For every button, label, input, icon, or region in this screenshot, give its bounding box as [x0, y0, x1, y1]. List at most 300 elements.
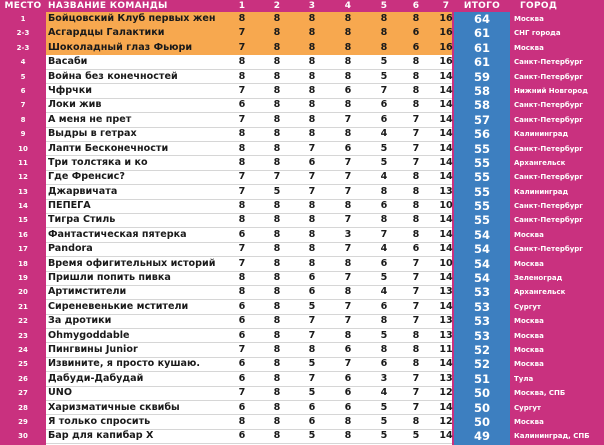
- round-4-score: 8: [344, 257, 352, 269]
- round-1-score: 8: [238, 142, 246, 154]
- total-score-cell: 61: [473, 55, 490, 70]
- table-row: [0, 113, 604, 127]
- total-score-cell: 51: [473, 371, 490, 386]
- place-cell: 30: [18, 432, 28, 441]
- total-score-cell: 55: [473, 199, 490, 214]
- round-6-score: 8: [412, 171, 420, 183]
- table-header: [0, 0, 604, 12]
- round-1-score: 6: [238, 329, 246, 341]
- round-7-score: 13: [439, 372, 453, 384]
- place-cell: 17: [18, 245, 28, 254]
- round-3-score: 6: [308, 415, 316, 427]
- round-2-score: 8: [273, 358, 281, 370]
- team-name-cell: Асгардцы Галактики: [48, 27, 165, 39]
- round-1-score: 8: [238, 56, 246, 68]
- table-row: [0, 357, 604, 371]
- table-row: [0, 127, 604, 141]
- round-1-score: 6: [238, 430, 246, 442]
- city-cell: Архангельск: [514, 288, 566, 297]
- city-cell: Зеленоград: [514, 274, 563, 283]
- round-5-score: 6: [380, 358, 388, 370]
- total-score-cell: 52: [473, 357, 490, 372]
- place-cell: 12: [18, 173, 28, 182]
- round-7-score: 14: [439, 401, 453, 413]
- place-cell: 28: [18, 403, 28, 412]
- city-cell: Калининград, СПБ: [514, 432, 590, 441]
- place-cell: 27: [18, 389, 28, 398]
- round-7-score: 14: [439, 243, 453, 255]
- city-cell: Калининград: [514, 187, 569, 196]
- round-2-score: 8: [273, 13, 281, 24]
- round-2-score: 8: [273, 257, 281, 269]
- team-name-cell: А меня не прет: [48, 113, 132, 125]
- city-cell: Санкт-Петербург: [514, 216, 583, 225]
- place-cell: 22: [18, 317, 28, 326]
- round-6-score: 7: [412, 300, 420, 312]
- round-2-score: 5: [273, 185, 281, 197]
- round-1-score: 8: [238, 272, 246, 284]
- round-1-score: 7: [238, 185, 246, 197]
- round-3-score: 7: [308, 315, 316, 327]
- total-score-cell: 54: [473, 227, 490, 242]
- round-5-score: 8: [380, 214, 388, 226]
- total-score-cell: 61: [473, 26, 490, 41]
- table-row: [0, 199, 604, 213]
- total-score-cell: 55: [473, 170, 490, 185]
- round-6-score: 7: [412, 156, 420, 168]
- table-row: [0, 386, 604, 400]
- table-row: [0, 156, 604, 170]
- round-7-score: 14: [439, 430, 453, 442]
- round-3-score: 8: [308, 27, 316, 39]
- round-7-score: 12: [439, 415, 453, 427]
- round-7-score: 10: [439, 200, 453, 212]
- round-3-score: 8: [308, 343, 316, 355]
- round-6-score: 7: [412, 401, 420, 413]
- total-score-cell: 54: [473, 242, 490, 257]
- round-5-score: 5: [380, 156, 388, 168]
- total-score-cell: 50: [473, 400, 490, 415]
- round-2-score: 8: [273, 41, 281, 53]
- round-5-score: 4: [380, 286, 388, 298]
- round-4-score: 8: [344, 56, 352, 68]
- header-round-1: 1: [238, 1, 246, 11]
- round-2-score: 8: [273, 372, 281, 384]
- round-3-score: 5: [308, 387, 316, 399]
- round-3-score: 8: [308, 200, 316, 212]
- round-6-score: 6: [412, 41, 420, 53]
- round-1-score: 7: [238, 113, 246, 125]
- round-3-score: 8: [308, 56, 316, 68]
- round-1-score: 7: [238, 41, 246, 53]
- total-score-cell: 50: [473, 386, 490, 401]
- round-2-score: 8: [273, 343, 281, 355]
- round-6-score: 7: [412, 286, 420, 298]
- total-score-cell: 53: [473, 285, 490, 300]
- round-3-score: 8: [308, 257, 316, 269]
- round-5-score: 5: [380, 70, 388, 82]
- round-1-score: 8: [238, 128, 246, 140]
- round-5-score: 3: [380, 372, 388, 384]
- round-5-score: 4: [380, 171, 388, 183]
- round-2-score: 8: [273, 128, 281, 140]
- table-row: [0, 70, 604, 84]
- round-1-score: 8: [238, 214, 246, 226]
- total-score-cell: 49: [473, 429, 490, 444]
- team-name-cell: ПЕПЕГА: [48, 200, 91, 212]
- round-1-score: 6: [238, 358, 246, 370]
- round-7-score: 13: [439, 315, 453, 327]
- place-cell: 23: [18, 331, 28, 340]
- city-cell: Москва: [514, 230, 544, 239]
- round-3-score: 8: [308, 113, 316, 125]
- place-cell: 24: [18, 345, 28, 354]
- round-3-score: 5: [308, 300, 316, 312]
- round-6-score: 5: [412, 430, 420, 442]
- table-row: [0, 55, 604, 69]
- city-cell: Москва: [514, 331, 544, 340]
- city-cell: Санкт-Петербург: [514, 173, 583, 182]
- table-row: [0, 84, 604, 98]
- round-3-score: 6: [308, 286, 316, 298]
- round-5-score: 8: [380, 315, 388, 327]
- round-6-score: 7: [412, 142, 420, 154]
- total-score-cell: 58: [473, 83, 490, 98]
- round-4-score: 3: [344, 228, 352, 240]
- table-row: [0, 228, 604, 242]
- round-1-score: 8: [238, 415, 246, 427]
- round-1-score: 6: [238, 300, 246, 312]
- round-4-score: 8: [344, 415, 352, 427]
- round-3-score: 8: [308, 13, 316, 24]
- round-4-score: 7: [344, 300, 352, 312]
- round-6-score: 7: [412, 315, 420, 327]
- place-cell: 18: [18, 259, 28, 268]
- round-2-score: 7: [273, 171, 281, 183]
- round-3-score: 6: [308, 401, 316, 413]
- table-row: [0, 429, 604, 443]
- header-round-7: 7: [442, 1, 450, 11]
- round-2-score: 8: [273, 300, 281, 312]
- round-2-score: 8: [273, 142, 281, 154]
- round-7-score: 14: [439, 70, 453, 82]
- header-round-5: 5: [380, 1, 388, 11]
- round-4-score: 8: [344, 41, 352, 53]
- round-7-score: 14: [439, 300, 453, 312]
- header-total: ИТОГО: [463, 1, 501, 11]
- round-7-score: 14: [439, 128, 453, 140]
- table-row: [0, 343, 604, 357]
- round-5-score: 4: [380, 243, 388, 255]
- place-cell: 19: [18, 274, 28, 283]
- round-3-score: 8: [308, 228, 316, 240]
- total-score-cell: 56: [473, 127, 490, 142]
- round-3-score: 6: [308, 156, 316, 168]
- results-table: [0, 12, 604, 444]
- place-cell: 6: [20, 86, 26, 95]
- total-score-cell: 55: [473, 155, 490, 170]
- round-5-score: 4: [380, 128, 388, 140]
- round-4-score: 7: [344, 243, 352, 255]
- round-5-score: 8: [380, 13, 388, 24]
- round-2-score: 8: [273, 27, 281, 39]
- round-6-score: 7: [412, 387, 420, 399]
- round-1-score: 8: [238, 13, 246, 24]
- round-3-score: 7: [308, 372, 316, 384]
- table-row: [0, 242, 604, 256]
- round-6-score: 8: [412, 56, 420, 68]
- round-5-score: 5: [380, 430, 388, 442]
- city-cell: Калининград: [514, 130, 569, 139]
- table-row: [0, 372, 604, 386]
- team-name-cell: Чфрчки: [48, 84, 92, 96]
- round-6-score: 8: [412, 70, 420, 82]
- table-row: [0, 329, 604, 343]
- team-name-cell: Я только спросить: [48, 415, 151, 427]
- city-cell: Санкт-Петербург: [514, 58, 583, 67]
- header-round-3: 3: [308, 1, 316, 11]
- round-4-score: 7: [344, 113, 352, 125]
- round-5-score: 7: [380, 84, 388, 96]
- place-cell: 5: [20, 72, 26, 81]
- total-score-cell: 61: [473, 40, 490, 55]
- header-round-2: 2: [273, 1, 281, 11]
- city-cell: Москва: [514, 360, 544, 369]
- header-place: МЕСТО: [4, 1, 42, 11]
- round-2-score: 8: [273, 156, 281, 168]
- round-1-score: 8: [238, 70, 246, 82]
- round-6-score: 7: [412, 113, 420, 125]
- round-4-score: 6: [344, 387, 352, 399]
- city-cell: Санкт-Петербург: [514, 72, 583, 81]
- round-5-score: 6: [380, 257, 388, 269]
- city-cell: Москва, СПБ: [514, 389, 566, 398]
- city-cell: Москва: [514, 43, 544, 52]
- team-name-cell: Васаби: [48, 56, 88, 68]
- round-2-score: 8: [273, 84, 281, 96]
- team-name-cell: Дабуди-Дабудай: [48, 372, 144, 384]
- header-team-name: НАЗВАНИЕ КОМАНДЫ: [48, 1, 168, 11]
- round-5-score: 5: [380, 415, 388, 427]
- round-2-score: 8: [273, 228, 281, 240]
- place-cell: 29: [18, 417, 28, 426]
- round-6-score: 7: [412, 257, 420, 269]
- table-row: [0, 213, 604, 227]
- round-4-score: 8: [344, 430, 352, 442]
- team-name-cell: Тигра Стиль: [48, 214, 116, 226]
- table-row: [0, 170, 604, 184]
- city-cell: Сургут: [514, 302, 541, 311]
- round-5-score: 6: [380, 300, 388, 312]
- round-2-score: 8: [273, 401, 281, 413]
- round-3-score: 8: [308, 84, 316, 96]
- round-6-score: 6: [412, 27, 420, 39]
- round-5-score: 5: [380, 142, 388, 154]
- total-score-cell: 59: [473, 69, 490, 84]
- round-4-score: 8: [344, 70, 352, 82]
- place-cell: 25: [18, 360, 28, 369]
- round-5-score: 8: [380, 41, 388, 53]
- round-2-score: 8: [273, 200, 281, 212]
- table-row: [0, 271, 604, 285]
- round-5-score: 5: [380, 401, 388, 413]
- round-5-score: 8: [380, 185, 388, 197]
- team-name-cell: Сиреневенькие мстители: [48, 300, 189, 312]
- city-cell: СНГ города: [514, 29, 561, 38]
- round-2-score: 8: [273, 387, 281, 399]
- city-cell: Санкт-Петербург: [514, 101, 583, 110]
- table-row: [0, 41, 604, 55]
- round-5-score: 8: [380, 27, 388, 39]
- round-6-score: 6: [412, 243, 420, 255]
- place-cell: 26: [18, 374, 28, 383]
- round-7-score: 13: [439, 286, 453, 298]
- round-7-score: 13: [439, 185, 453, 197]
- total-score-cell: 53: [473, 328, 490, 343]
- city-cell: Москва: [514, 15, 544, 23]
- round-1-score: 7: [238, 343, 246, 355]
- round-1-score: 7: [238, 387, 246, 399]
- total-score-cell: 52: [473, 342, 490, 357]
- round-6-score: 8: [412, 99, 420, 111]
- table-row: [0, 26, 604, 40]
- team-name-cell: Три толстяка и ко: [48, 156, 148, 168]
- city-cell: Москва: [514, 345, 544, 354]
- round-2-score: 8: [273, 214, 281, 226]
- round-1-score: 6: [238, 372, 246, 384]
- city-cell: Москва: [514, 417, 544, 426]
- place-cell: 14: [18, 202, 28, 211]
- round-2-score: 8: [273, 315, 281, 327]
- round-3-score: 7: [308, 185, 316, 197]
- round-3-score: 5: [308, 430, 316, 442]
- team-name-cell: Pandora: [48, 243, 93, 255]
- round-3-score: 8: [308, 41, 316, 53]
- round-4-score: 8: [344, 128, 352, 140]
- place-cell: 9: [20, 130, 26, 139]
- round-5-score: 8: [380, 343, 388, 355]
- table-row: [0, 285, 604, 299]
- round-2-score: 8: [273, 99, 281, 111]
- table-row: [0, 12, 604, 26]
- round-6-score: 8: [412, 358, 420, 370]
- header-city: ГОРОД: [520, 1, 558, 11]
- round-7-score: 13: [439, 329, 453, 341]
- round-7-score: 16: [439, 27, 453, 39]
- table-row: [0, 257, 604, 271]
- round-6-score: 8: [412, 200, 420, 212]
- place-cell: 10: [18, 144, 28, 153]
- round-2-score: 8: [273, 430, 281, 442]
- total-score-cell: 55: [473, 213, 490, 228]
- place-cell: 2-3: [16, 43, 30, 52]
- team-name-cell: Ohmygoddable: [48, 329, 130, 341]
- table-row: [0, 415, 604, 429]
- round-2-score: 8: [273, 329, 281, 341]
- round-3-score: 8: [308, 214, 316, 226]
- round-7-score: 14: [439, 171, 453, 183]
- city-cell: Москва: [514, 317, 544, 326]
- round-1-score: 8: [238, 156, 246, 168]
- round-4-score: 8: [344, 99, 352, 111]
- team-name-cell: Шоколадный глаз Фьюри: [48, 41, 193, 53]
- total-score-cell: 64: [473, 12, 490, 26]
- city-cell: Санкт-Петербург: [514, 245, 583, 254]
- total-score-cell: 55: [473, 141, 490, 156]
- round-7-score: 16: [439, 56, 453, 68]
- round-5-score: 6: [380, 99, 388, 111]
- place-cell: 4: [20, 58, 26, 67]
- table-row: [0, 185, 604, 199]
- round-5-score: 5: [380, 56, 388, 68]
- round-7-score: 14: [439, 99, 453, 111]
- round-7-score: 11: [439, 343, 453, 355]
- round-4-score: 6: [344, 401, 352, 413]
- round-5-score: 6: [380, 200, 388, 212]
- city-cell: Санкт-Петербург: [514, 115, 583, 124]
- round-1-score: 7: [238, 257, 246, 269]
- round-4-score: 6: [344, 343, 352, 355]
- round-4-score: 7: [344, 171, 352, 183]
- city-cell: Тула: [514, 374, 534, 383]
- place-cell: 2-3: [16, 29, 30, 38]
- total-score-cell: 55: [473, 184, 490, 199]
- team-name-cell: Извините, я просто кушаю.: [48, 358, 200, 370]
- place-cell: 1: [20, 15, 26, 23]
- round-3-score: 8: [308, 70, 316, 82]
- team-name-cell: Джарвичата: [48, 185, 118, 197]
- total-score-cell: 58: [473, 98, 490, 113]
- round-4-score: 6: [344, 84, 352, 96]
- place-cell: 7: [20, 101, 26, 110]
- round-5-score: 4: [380, 387, 388, 399]
- round-1-score: 6: [238, 401, 246, 413]
- round-4-score: 8: [344, 329, 352, 341]
- round-3-score: 8: [308, 128, 316, 140]
- total-score-cell: 57: [473, 112, 490, 127]
- round-3-score: 7: [308, 171, 316, 183]
- team-name-cell: Локи жив: [48, 99, 102, 111]
- team-name-cell: Бар для капибар X: [48, 430, 154, 442]
- round-7-score: 14: [439, 228, 453, 240]
- round-3-score: 8: [308, 243, 316, 255]
- team-name-cell: Время офигительных историй: [48, 257, 216, 269]
- round-7-score: 14: [439, 156, 453, 168]
- city-cell: Санкт-Петербург: [514, 202, 583, 211]
- round-2-score: 8: [273, 415, 281, 427]
- round-3-score: 8: [308, 99, 316, 111]
- round-7-score: 14: [439, 358, 453, 370]
- table-row: [0, 401, 604, 415]
- round-1-score: 6: [238, 228, 246, 240]
- round-5-score: 6: [380, 113, 388, 125]
- header-round-6: 6: [412, 1, 420, 11]
- round-2-score: 8: [273, 56, 281, 68]
- round-1-score: 7: [238, 243, 246, 255]
- city-cell: Сургут: [514, 403, 541, 412]
- round-6-score: 8: [412, 13, 420, 24]
- header-round-4: 4: [344, 1, 352, 11]
- round-6-score: 7: [412, 372, 420, 384]
- place-cell: 21: [18, 302, 28, 311]
- round-4-score: 7: [344, 358, 352, 370]
- table-row: [0, 98, 604, 112]
- place-cell: 15: [18, 216, 28, 225]
- total-score-cell: 50: [473, 414, 490, 429]
- round-1-score: 7: [238, 171, 246, 183]
- round-1-score: 8: [238, 286, 246, 298]
- round-4-score: 8: [344, 13, 352, 24]
